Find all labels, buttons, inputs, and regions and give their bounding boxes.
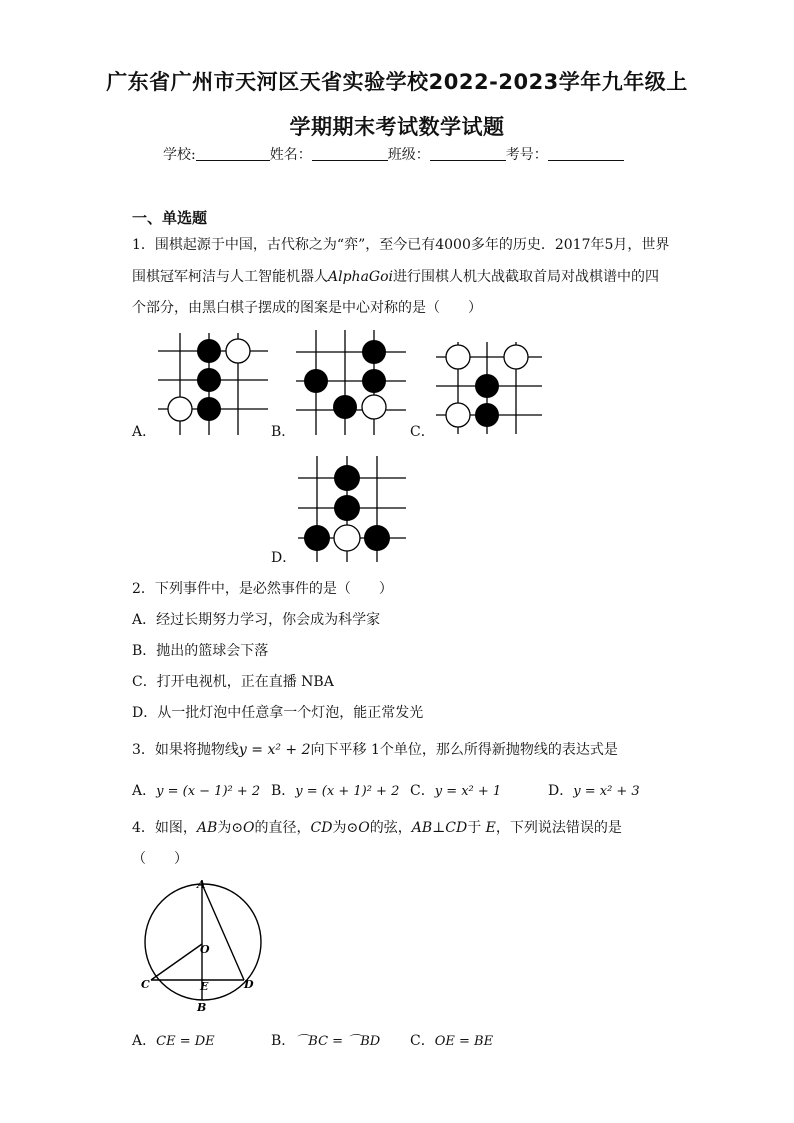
q4-option-b-formula: ⌒BC = ⌒BD [295, 1034, 381, 1049]
go-board-a [158, 333, 268, 435]
q1-line-1: 1．围棋起源于中国，古代称之为“弈”，至今已有4000多年的历史．2017年5月，世界 [132, 237, 670, 253]
q3-option-a-formula: y = (x − 1)² + 2 [156, 784, 261, 799]
circle-figure [138, 872, 268, 1017]
label-a: A [197, 878, 206, 891]
q4-option-a-formula: CE = DE [156, 1034, 215, 1049]
q1-option-d: D． [271, 550, 297, 566]
q4-answer-paren: （ ） [132, 851, 188, 867]
q1-option-c: C． [410, 424, 435, 440]
label-c: C [141, 978, 150, 991]
q3-stem [132, 739, 618, 759]
q1-line-2-tail: 进行围棋人机大战截取首局对战棋谱中的四 [393, 269, 660, 285]
label-o: O [200, 943, 210, 956]
q2-option-c: C．打开电视机，正在直播 NBA [132, 674, 334, 690]
q3-stem-text: 3．如果将抛物线 [132, 742, 239, 758]
q4-stem: 4．如图，AB为⊙O的直径，CD为⊙O的弦，AB⊥CD于 E，下列说法错误的是 [132, 820, 622, 836]
q4-option-a: A．CE = DE [132, 1033, 215, 1049]
name-blank [312, 146, 388, 161]
q3-option-b-formula: y = (x + 1)² + 2 [295, 784, 400, 799]
section-title: 一、单选题 [132, 209, 208, 227]
title-line-2: 学期期末考试数学试题 [289, 115, 505, 139]
q2-option-b: B．抛出的篮球会下落 [132, 643, 269, 659]
school-label: 学校: [163, 147, 196, 163]
q1-option-a: A． [132, 424, 157, 440]
title-line-1: 广东省广州市天河区天省实验学校2022-2023学年九年级上 [106, 70, 688, 94]
label-d: D [244, 978, 254, 991]
student-info-line [163, 144, 624, 164]
q3-option-a: A．y = (x − 1)² + 2 [132, 783, 261, 799]
q1-line-2-text: 围棋冠军柯洁与人工智能机器人 [132, 269, 328, 285]
label-b: B [197, 1001, 207, 1014]
q3-option-d: D．y = x² + 3 [548, 783, 640, 799]
q3-stem-tail: 向下平移 1个单位，那么所得新抛物线的表达式是 [310, 742, 618, 758]
q2-option-d: D．从一批灯泡中任意拿一个灯泡，能正常发光 [132, 705, 424, 721]
go-board-c [436, 342, 542, 434]
class-label: 班级： [387, 147, 430, 163]
q3-option-c: C．y = x² + 1 [410, 783, 502, 799]
school-blank [196, 146, 270, 161]
q4-option-c: C．OE = BE [410, 1033, 494, 1049]
q4-option-c-formula: OE = BE [434, 1034, 494, 1049]
go-board-d [298, 456, 406, 562]
q3-option-b: B．y = (x + 1)² + 2 [271, 783, 400, 799]
name-label: 姓名： [269, 147, 312, 163]
q3-option-d-formula: y = x² + 3 [573, 784, 640, 799]
q1-alphago: AlphaGoi [328, 269, 394, 285]
id-label: 考号： [505, 147, 548, 163]
q3-option-c-formula: y = x² + 1 [434, 784, 502, 799]
q4-option-b: B．⌒BC = ⌒BD [271, 1033, 381, 1049]
label-e: E [200, 980, 209, 993]
segment-oc [151, 944, 202, 980]
q2-stem: 2．下列事件中，是必然事件的是（ ） [132, 581, 393, 597]
q3-stem-formula: y = x² + 2 [238, 742, 311, 758]
go-board-b [296, 330, 406, 435]
segment-ad [202, 884, 244, 980]
q2-option-a: A．经过长期努力学习，你会成为科学家 [132, 612, 381, 628]
id-blank [548, 146, 624, 161]
class-blank [430, 146, 506, 161]
q1-option-b: B． [271, 424, 296, 440]
q1-line-2 [132, 266, 659, 286]
q1-line-3: 个部分，由黑白棋子摆成的图案是中心对称的是（ ） [132, 300, 482, 316]
